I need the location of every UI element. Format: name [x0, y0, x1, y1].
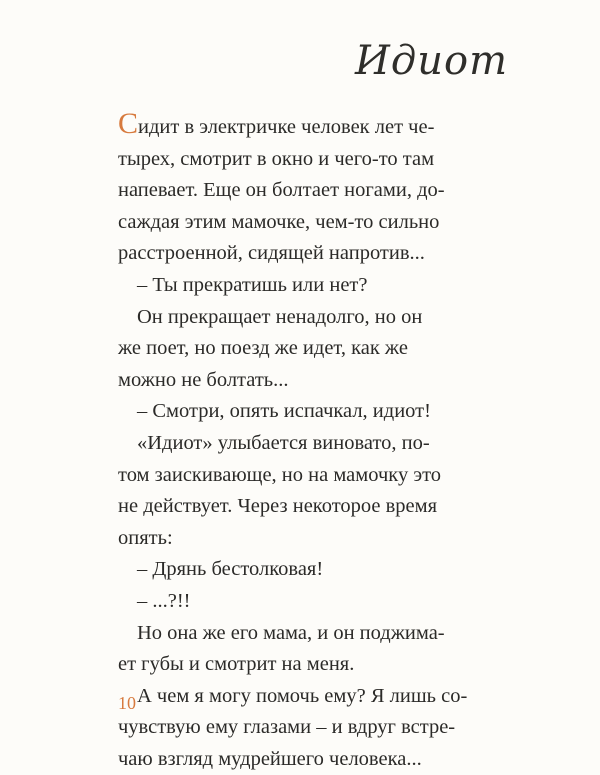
- text-line-2: напевает. Еще он болтает ногами, до-: [118, 179, 445, 202]
- text-line-1: тырех, смотрит в окно и чего-то там: [118, 147, 435, 170]
- text-line-5: – Ты прекратишь или нет?: [137, 273, 368, 296]
- text-line-13: опять:: [118, 526, 173, 549]
- text-line-9: – Смотри, опять испачкал, идиот!: [137, 400, 431, 423]
- text-line-8: можно не болтать...: [118, 368, 289, 391]
- text-line-17: ет губы и смотрит на меня.: [118, 653, 355, 676]
- text-line-11: том заискивающе, но на мамочку это: [118, 463, 442, 486]
- text-line-10: «Идиот» улыбается виновато, по-: [137, 431, 430, 454]
- text-line-0: Сидит в электричке человек лет че-: [118, 107, 435, 140]
- text-line-7: же поет, но поезд же идет, как же: [118, 337, 408, 360]
- page-number: 10: [118, 693, 136, 713]
- text-line-6: Он прекращает ненадолго, но он: [137, 305, 423, 328]
- text-line-16: Но она же его мама, и он поджима-: [137, 621, 445, 644]
- text-line-3: саждая этим мамочке, чем-то сильно: [118, 210, 440, 233]
- drop-cap: С: [118, 107, 139, 140]
- text-line-14: – Дрянь бестолковая!: [137, 558, 324, 581]
- text-line-15: – ...?!!: [137, 589, 191, 612]
- text-line-19: чувствую ему глазами – и вдруг встре-: [118, 716, 456, 739]
- text-line-12: не действует. Через некоторое время: [118, 495, 438, 518]
- text-line-18: А чем я могу помочь ему? Я лишь со-: [137, 684, 468, 707]
- text-line-20: чаю взгляд мудрейшего человека...: [118, 747, 422, 770]
- body-text: [118, 107, 504, 775]
- chapter-title: Идиот: [354, 38, 508, 84]
- text-line-4: расстроенной, сидящей напротив...: [118, 242, 425, 265]
